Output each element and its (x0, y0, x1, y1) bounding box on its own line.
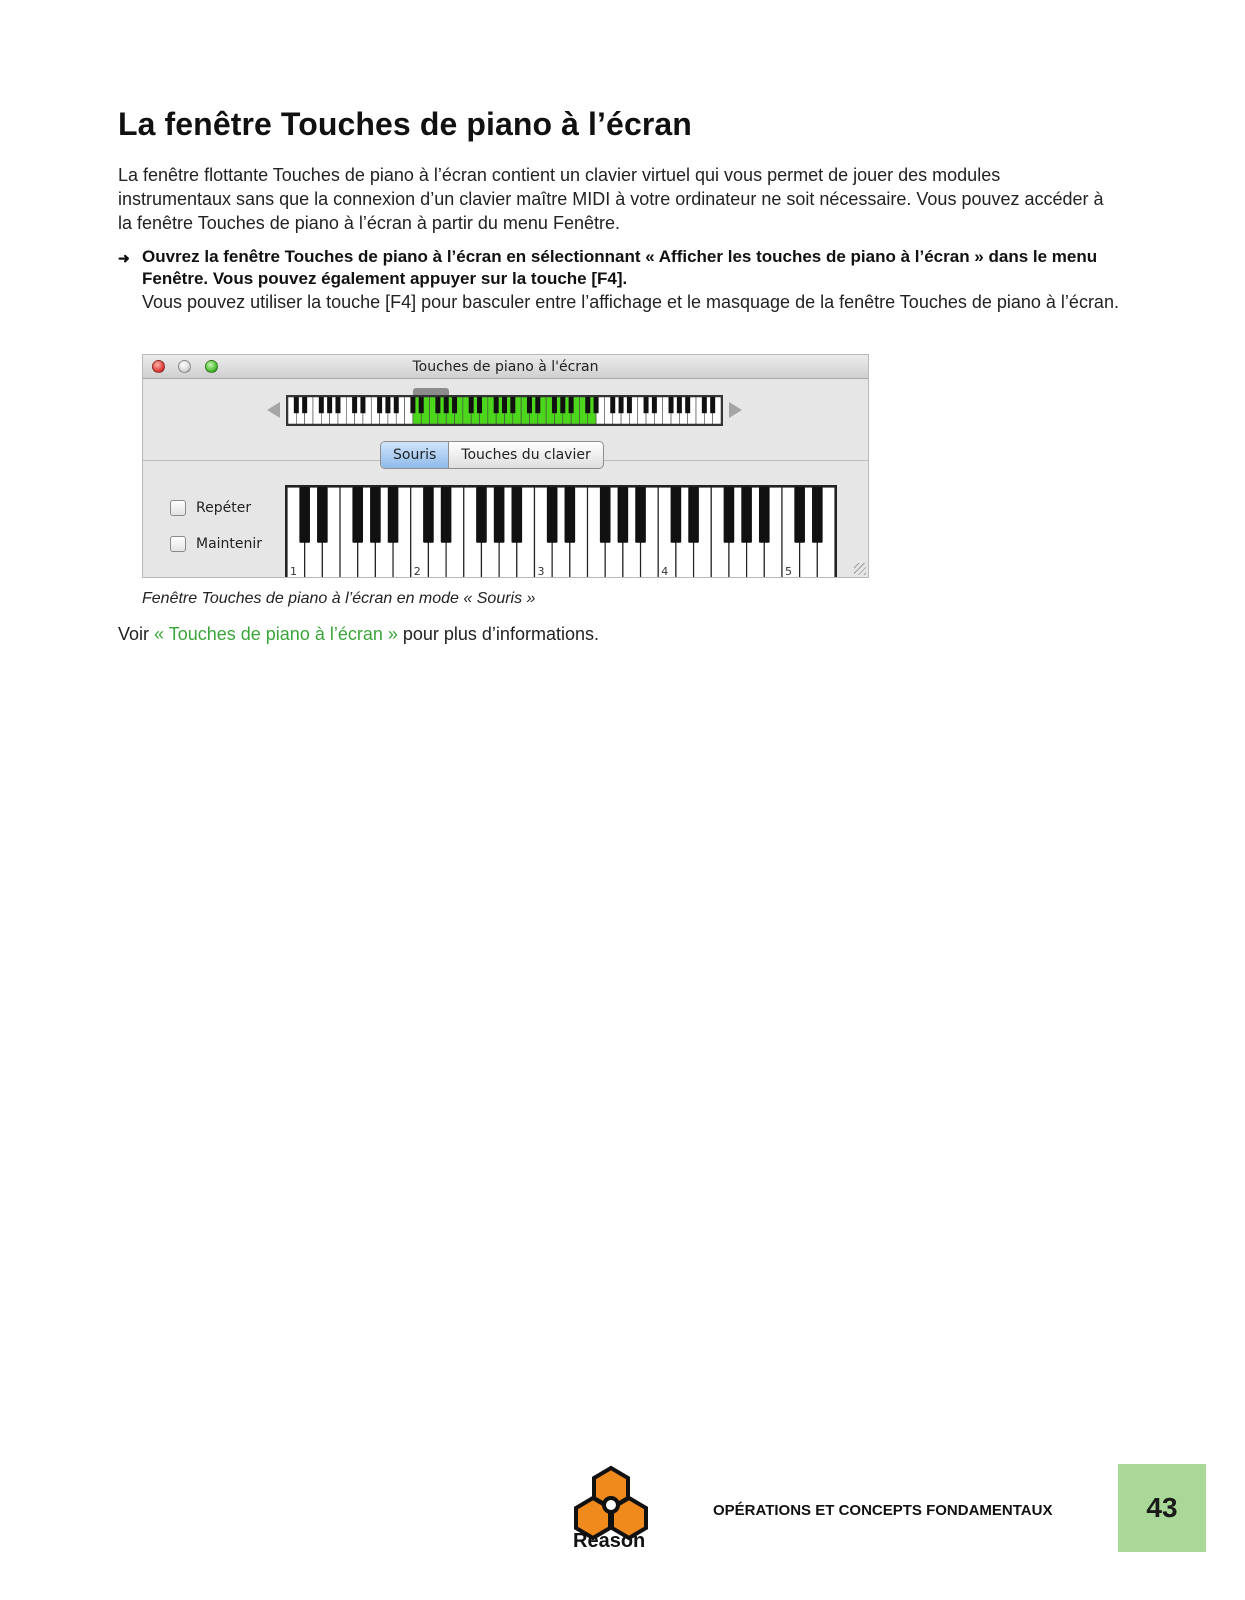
mini-black-key (502, 397, 507, 413)
mini-black-key (627, 397, 632, 413)
mini-black-key (410, 397, 415, 413)
mini-black-key (619, 397, 624, 413)
tab-touches-du-clavier[interactable]: Touches du clavier (461, 447, 591, 463)
window-title: Touches de piano à l'écran (412, 359, 599, 375)
octave-label: 5 (784, 565, 792, 578)
mini-black-key (677, 397, 682, 413)
on-screen-piano-window (142, 354, 869, 578)
black-key (441, 487, 452, 543)
scroll-right-arrow-icon[interactable] (729, 402, 742, 418)
mini-black-key (702, 397, 707, 413)
resize-grip-icon[interactable] (854, 563, 866, 575)
black-key (812, 487, 823, 543)
window-titlebar[interactable] (143, 355, 868, 379)
black-key (741, 487, 752, 543)
black-key (512, 487, 523, 543)
mini-black-key (477, 397, 482, 413)
black-key (352, 487, 363, 543)
black-key (565, 487, 576, 543)
mini-black-key (419, 397, 424, 413)
see-also-prefix: Voir (118, 624, 155, 644)
mini-black-key (444, 397, 449, 413)
black-key (618, 487, 629, 543)
mini-black-key (494, 397, 499, 413)
black-key (547, 487, 558, 543)
see-also-suffix: pour plus d’informations. (397, 624, 599, 644)
mini-black-key (319, 397, 324, 413)
mode-segmented-control[interactable] (380, 441, 604, 469)
black-key (370, 487, 381, 543)
keyboard-range-overview[interactable] (286, 395, 723, 426)
scroll-left-arrow-icon[interactable] (267, 402, 280, 418)
mini-black-key (469, 397, 474, 413)
repeter-label: Repéter (196, 500, 252, 516)
maintenir-label: Maintenir (196, 536, 263, 552)
page-number: 43 (1146, 1492, 1178, 1523)
logo-wordmark: Reason (573, 1530, 646, 1552)
see-also-paragraph (118, 622, 1118, 646)
mini-black-key (610, 397, 615, 413)
mini-black-key (535, 397, 540, 413)
intro-paragraph: La fenêtre flottante Touches de piano à l’écran contient un clavier virtuel qui vous permet de jouer des modules instrumentaux sans que la connexion d’un clavier maître MIDI à votre ordinateur ne soit nécessaire. Vous pouvez accéder à la fenêtre Touches de piano à l’écran à partir du menu Fenêtre. (118, 165, 1104, 233)
mini-black-key (385, 397, 390, 413)
black-key (794, 487, 805, 543)
black-key (671, 487, 682, 543)
maintenir-option[interactable] (170, 534, 262, 554)
repeter-checkbox[interactable] (170, 500, 186, 516)
arrow-bullet-icon: ➜ (118, 250, 130, 266)
mini-black-key (452, 397, 457, 413)
page-title: La fenêtre Touches de piano à l’écran (118, 106, 692, 142)
page-number-tab (1118, 1464, 1206, 1552)
maintenir-checkbox[interactable] (170, 536, 186, 552)
black-key (724, 487, 735, 543)
mini-black-key (394, 397, 399, 413)
mini-black-key (327, 397, 332, 413)
black-key (317, 487, 328, 543)
instruction-text: Ouvrez la fenêtre Touches de piano à l’écran en sélectionnant « Afficher les touches de piano à l’écran » dans le menu Fenêtre. Vous pouvez également appuyer sur la touche [F4]. (142, 247, 1098, 288)
octave-label: 2 (413, 565, 421, 578)
black-key (688, 487, 699, 543)
piano-keys-svg (287, 487, 835, 578)
mini-black-key (335, 397, 340, 413)
mini-black-key (352, 397, 357, 413)
mini-black-key (302, 397, 307, 413)
piano-keyboard[interactable] (285, 485, 837, 578)
cross-reference-link[interactable]: « Touches de piano à l’écran » (154, 624, 398, 644)
octave-label: 4 (661, 565, 669, 578)
figure-caption: Fenêtre Touches de piano à l’écran en mode « Souris » (142, 590, 536, 607)
black-key (476, 487, 487, 543)
black-key (600, 487, 611, 543)
black-key (494, 487, 505, 543)
mini-black-key (360, 397, 365, 413)
mini-black-key (435, 397, 440, 413)
mini-black-key (294, 397, 299, 413)
mini-black-key (685, 397, 690, 413)
mini-black-key (377, 397, 382, 413)
mini-black-key (569, 397, 574, 413)
black-key (423, 487, 434, 543)
mini-black-key (510, 397, 515, 413)
mini-black-key (552, 397, 557, 413)
black-key (388, 487, 399, 543)
mini-black-key (527, 397, 532, 413)
mini-black-key (594, 397, 599, 413)
octave-label: 1 (290, 565, 297, 578)
mini-black-key (560, 397, 565, 413)
black-key (635, 487, 646, 543)
tab-souris[interactable]: Souris (381, 442, 449, 468)
repeter-option[interactable] (170, 498, 251, 518)
mini-keyboard-svg (288, 397, 721, 424)
black-key (759, 487, 770, 543)
mini-black-key (710, 397, 715, 413)
mini-black-key (652, 397, 657, 413)
black-key (299, 487, 310, 543)
instruction-detail: Vous pouvez utiliser la touche [F4] pour basculer entre l’affichage et le masquage de la fenêtre Touches de piano à l’écran. (142, 292, 1119, 312)
octave-label: 3 (537, 565, 545, 578)
mini-black-key (669, 397, 674, 413)
mini-black-key (644, 397, 649, 413)
mini-black-key (585, 397, 590, 413)
footer-section-title: OPÉRATIONS ET CONCEPTS FONDAMENTAUX (713, 1502, 1053, 1519)
